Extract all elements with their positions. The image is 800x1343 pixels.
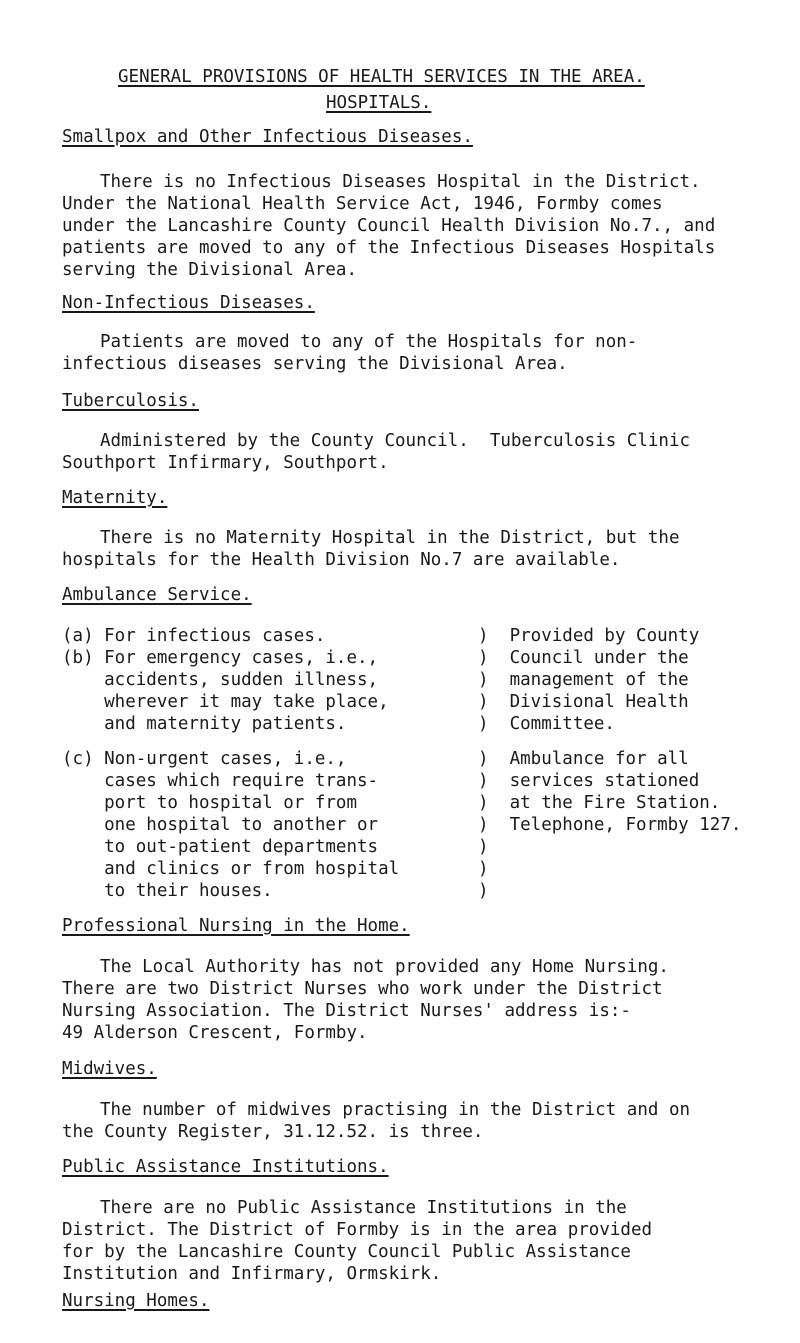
ambulance-item: one hospital to another or [62,815,379,835]
ambulance-item: (b) For emergency cases, i.e., [62,648,379,668]
paragraph-line: under the Lancashire County Council Health Division No.7., and [62,216,716,236]
paragraph-line: 49 Alderson Crescent, Formby. [62,1023,368,1043]
ambulance-item: accidents, sudden illness, [62,670,379,690]
heading-non-infectious: Non-Infectious Diseases. [62,293,315,313]
ambulance-item: and maternity patients. [62,714,347,734]
heading-ambulance: Ambulance Service. [62,585,252,605]
heading-professional-nursing: Professional Nursing in the Home. [62,916,410,936]
heading-midwives: Midwives. [62,1059,157,1079]
paragraph-line: There are two District Nurses who work under the District [62,979,663,999]
ambulance-note: ) Council under the [478,648,689,668]
paragraph-line: District. The District of Formby is in the area provided [62,1220,653,1240]
ambulance-item: (c) Non-urgent cases, i.e., [62,749,347,769]
ambulance-note: ) Provided by County [478,626,700,646]
heading-tuberculosis: Tuberculosis. [62,391,199,411]
paragraph-line: Patients are moved to any of the Hospitals for non- [100,332,638,352]
ambulance-item: to their houses. [62,881,273,901]
ambulance-note: ) [478,881,489,901]
heading-maternity: Maternity. [62,488,168,508]
paragraph-line: Institution and Infirmary, Ormskirk. [62,1264,442,1284]
ambulance-note: ) Divisional Health [478,692,689,712]
ambulance-note: ) management of the [478,670,689,690]
ambulance-item: to out-patient departments [62,837,379,857]
paragraph-line: The Local Authority has not provided any Home Nursing. [100,957,669,977]
heading-public-assistance: Public Assistance Institutions. [62,1157,389,1177]
heading-smallpox: Smallpox and Other Infectious Diseases. [62,127,473,147]
paragraph-line: There is no Maternity Hospital in the District, but the [100,528,680,548]
paragraph-line: There is no Infectious Diseases Hospital in the District. [100,172,701,192]
paragraph-line: There are no Public Assistance Institutions in the [100,1198,627,1218]
ambulance-item: port to hospital or from [62,793,358,813]
paragraph-line: The number of midwives practising in the District and on [100,1100,691,1120]
paragraph-line: the County Register, 31.12.52. is three. [62,1122,484,1142]
paragraph-line: Southport Infirmary, Southport. [62,453,389,473]
paragraph-line: Administered by the County Council. Tuberculosis Clinic [100,431,691,451]
ambulance-note: ) Telephone, Formby 127. [478,815,742,835]
paragraph-line: infectious diseases serving the Divisional Area. [62,354,568,374]
ambulance-note: ) [478,837,489,857]
paragraph-line: hospitals for the Health Division No.7 are available. [62,550,621,570]
ambulance-note: ) Committee. [478,714,615,734]
ambulance-note: ) services stationed [478,771,700,791]
page-title: GENERAL PROVISIONS OF HEALTH SERVICES IN THE AREA. [118,67,645,87]
ambulance-note: ) [478,859,489,879]
paragraph-line: for by the Lancashire County Council Public Assistance [62,1242,631,1262]
paragraph-line: Nursing Association. The District Nurses' address is:- [62,1001,631,1021]
ambulance-item: and clinics or from hospital [62,859,400,879]
ambulance-item: (a) For infectious cases. [62,626,326,646]
section-title-hospitals: HOSPITALS. [326,93,432,113]
ambulance-item: cases which require trans- [62,771,379,791]
ambulance-note: ) Ambulance for all [478,749,689,769]
paragraph-line: patients are moved to any of the Infectious Diseases Hospitals [62,238,716,258]
heading-nursing-homes: Nursing Homes. [62,1291,210,1311]
paragraph-line: serving the Divisional Area. [62,260,358,280]
ambulance-item: wherever it may take place, [62,692,389,712]
ambulance-note: ) at the Fire Station. [478,793,721,813]
paragraph-line: Under the National Health Service Act, 1946, Formby comes [62,194,663,214]
